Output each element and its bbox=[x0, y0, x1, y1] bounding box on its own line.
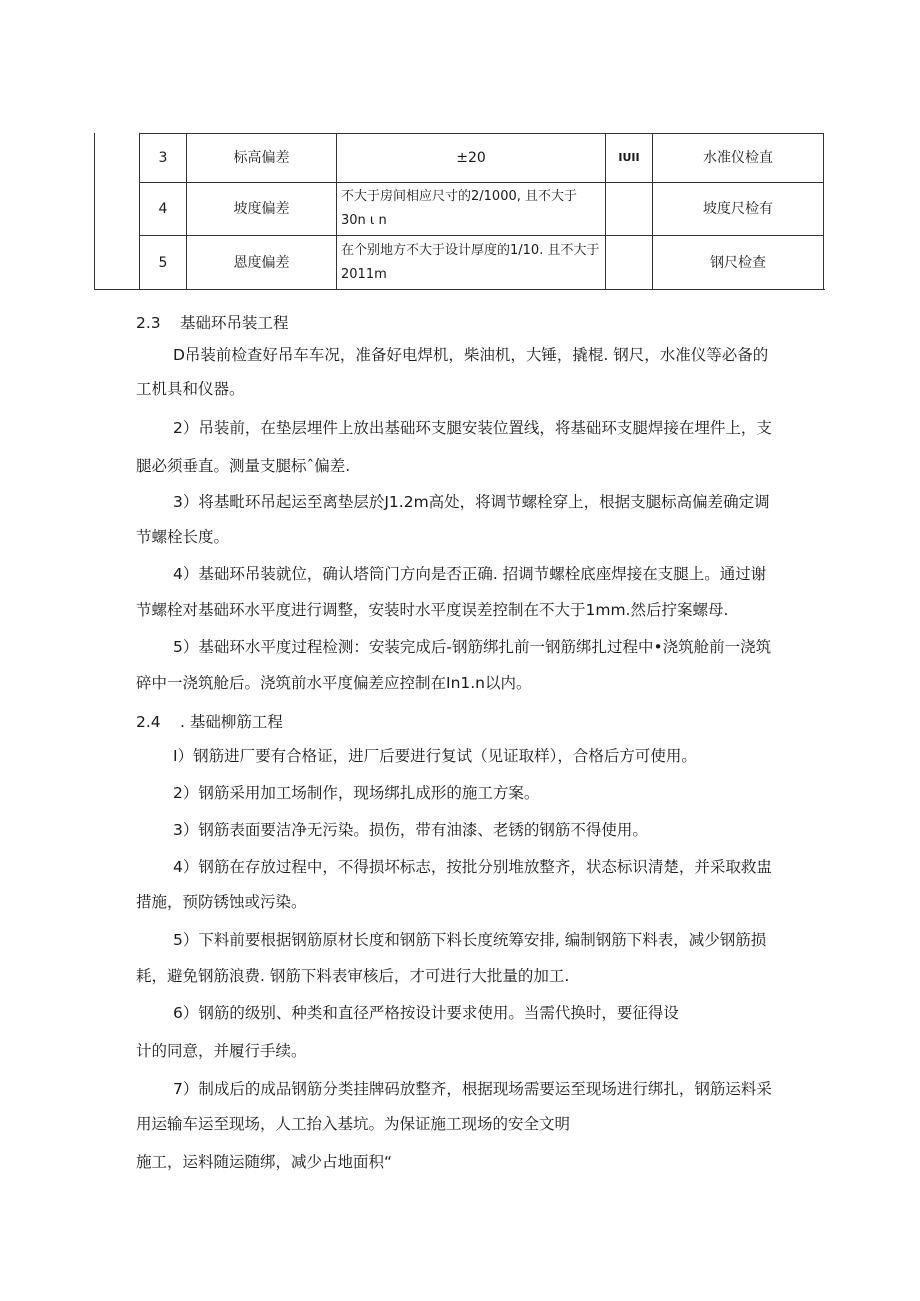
row-number: 4 bbox=[140, 183, 187, 236]
body-line: 用运输车运至现场，人工抬入基坑。为保证施工现场的安全文明 bbox=[136, 1115, 571, 1133]
body-line: 2）吊装前，在垫层埋件上放出基础环支腿安装位置线，将基础环支腿焊接在埋件上，支 bbox=[173, 419, 772, 437]
row-method: 水准仪检直 bbox=[653, 134, 824, 183]
body-line: 施工，运料随运随绑，减少占地面积“ bbox=[136, 1153, 393, 1171]
body-line: 腿必须垂直。测量支腿标ˆ偏差. bbox=[136, 457, 351, 475]
body-line: 3）将基毗环吊起运至离垫层於J1.2m高处，将调节螺栓穿上，根据支腿标高偏差确定调 bbox=[173, 493, 770, 511]
row-item: 恩度偏差 bbox=[187, 236, 337, 290]
row-number: 5 bbox=[140, 236, 187, 290]
table-row bbox=[140, 183, 824, 236]
row-item: 坡度偏差 bbox=[187, 183, 337, 236]
section-number: 2.4 bbox=[136, 713, 161, 731]
row-requirement: ±20 bbox=[337, 134, 606, 183]
row-method: 钢尺检查 bbox=[653, 236, 824, 290]
table-outer-left-border bbox=[94, 133, 95, 290]
body-line: 6）钢筋的级别、种类和直径严格按设计要求使用。当需代换时，要征得设 bbox=[173, 1004, 679, 1022]
body-line: 节螺栓长度。 bbox=[136, 528, 230, 546]
body-line: 3）钢筋表面要洁净无污染。损伤，带有油漆、老锈的钢筋不得使用。 bbox=[173, 821, 648, 839]
body-line: 5）下料前要根据钢筋原材长度和钢筋下料长度统筹安排, 编制钢筋下料表，减少钢筋损 bbox=[173, 931, 767, 949]
body-line: 耗，避免钢筋浪费. 钢筋下料表审核后，才可进行大批量的加工. bbox=[136, 967, 570, 985]
section-title: . 基础柳筋工程 bbox=[180, 713, 283, 731]
row-code: IUII bbox=[606, 134, 653, 183]
body-line: I）钢筋进厂要有合格证，进厂后要进行复试（见证取样），合格后方可使用。 bbox=[173, 747, 697, 765]
body-line: D吊装前检查好吊车车况，准备好电焊机，柴油机，大锤，撬棍. 钢尺，水准仪等必备的 bbox=[173, 346, 769, 364]
section-heading bbox=[136, 710, 283, 732]
body-line: 工机具和仪器。 bbox=[136, 380, 245, 398]
row-requirement: 不大于房间相应尺寸的2/1000, 且不大于30n ι n bbox=[337, 183, 606, 236]
body-line: 计的同意，并履行手续。 bbox=[136, 1042, 307, 1060]
section-number: 2.3 bbox=[136, 314, 161, 332]
tolerance-table bbox=[139, 133, 824, 290]
body-line: 节螺栓对基础环水平度进行调整，安装时水平度误差控制在不大于1mm.然后拧案螺母. bbox=[136, 601, 729, 619]
body-line: 7）制成后的成品钢筋分类挂牌码放整齐，根据现场需要运至现场进行绑扎，钢筋运料采 bbox=[173, 1080, 772, 1098]
body-line: 措施，预防锈蚀或污染。 bbox=[136, 893, 307, 911]
row-method: 坡度尺检有 bbox=[653, 183, 824, 236]
body-line: 4）钢筋在存放过程中，不得损坏标志，按批分别堆放整齐，状态标识清楚，并采取救盅 bbox=[173, 858, 772, 876]
row-item: 标高偏差 bbox=[187, 134, 337, 183]
row-requirement: 在个别地方不大于设计厚度的1/10. 且不大于2011m bbox=[337, 236, 606, 290]
table-row bbox=[140, 134, 824, 183]
body-line: 4）基础环吊装就位，确认塔筒门方向是否正确. 招调节螺栓底座焊接在支腿上。通过谢 bbox=[173, 565, 767, 583]
body-line: 碎中一浇筑舱后。浇筑前水平度偏差应控制在In1.n以内。 bbox=[136, 674, 532, 692]
section-title: 基础环吊装工程 bbox=[180, 314, 289, 332]
row-number: 3 bbox=[140, 134, 187, 183]
body-line: 2）钢筋采用加工场制作，现场绑扎成形的施工方案。 bbox=[173, 784, 540, 802]
section-heading bbox=[136, 311, 289, 333]
body-line: 5）基础环水平度过程检测：安装完成后-钢筋绑扎前一钢筋绑扎过程中•浇筑舱前一浇筑 bbox=[173, 638, 772, 656]
table-row bbox=[140, 236, 824, 290]
row-code bbox=[606, 183, 653, 236]
row-code bbox=[606, 236, 653, 290]
